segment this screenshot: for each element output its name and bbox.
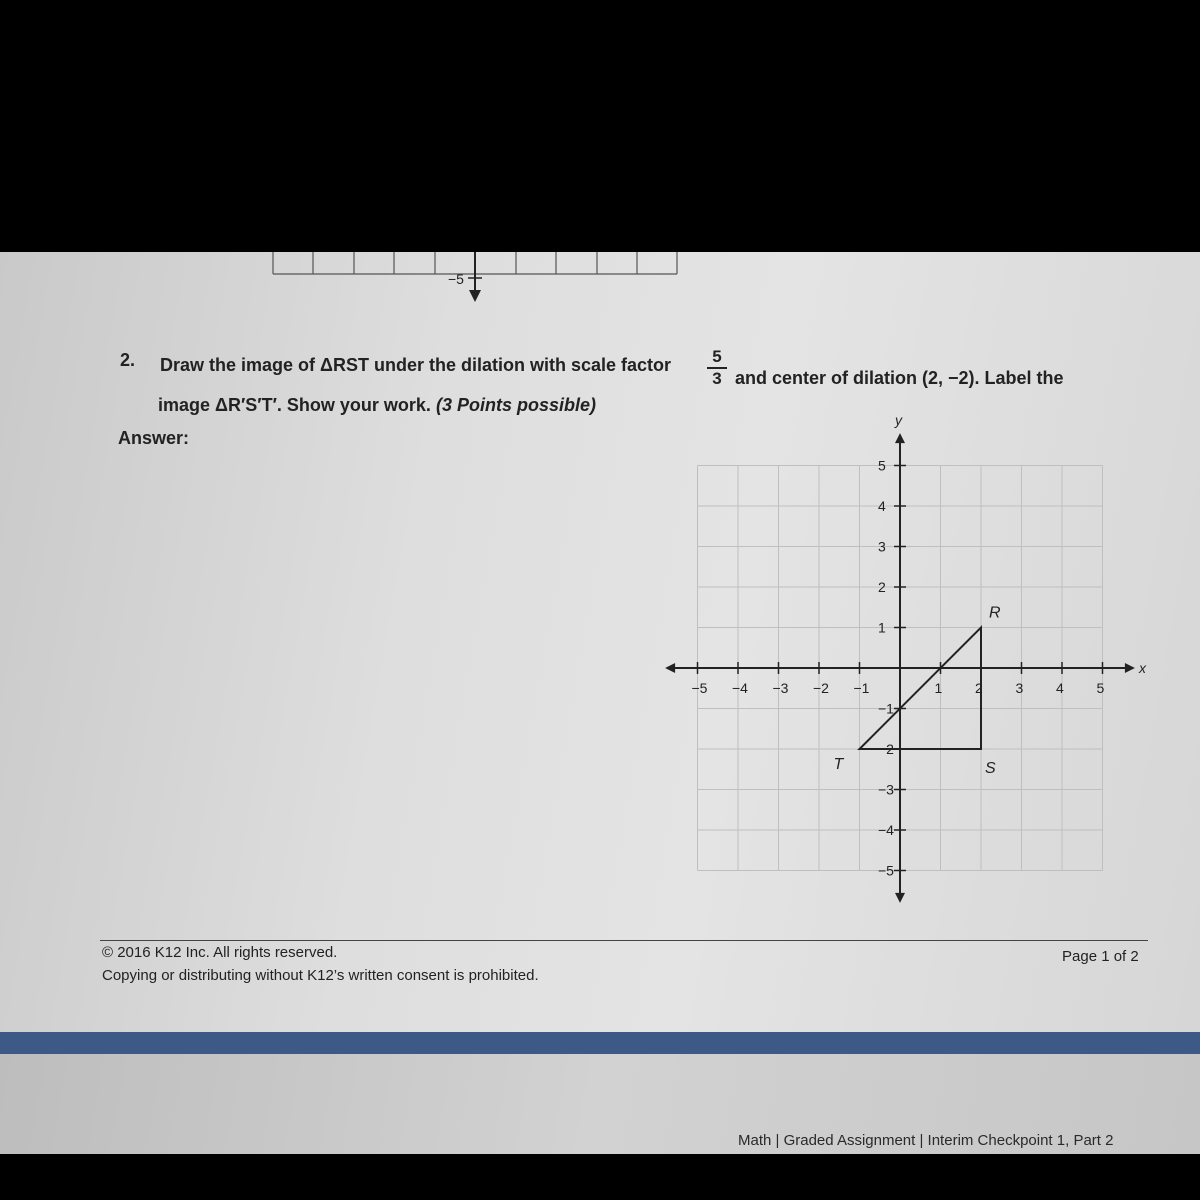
x-tick-label: 2	[975, 680, 983, 696]
points-possible: (3 Points possible)	[435, 395, 596, 415]
y-tick-label: 3	[878, 538, 886, 555]
y-tick-label: −4	[878, 822, 894, 838]
y-tick-label: −5	[878, 862, 894, 879]
x-tick-label: −1	[853, 680, 870, 696]
x-tick-label: −2	[813, 680, 829, 696]
question-text-line1: Draw the image of ΔRST under the dilation with scale factor	[160, 355, 672, 375]
fraction-denominator: 3	[712, 369, 722, 388]
answer-label: Answer:	[118, 428, 190, 448]
vertex-label-s: S	[985, 760, 996, 777]
y-axis-label: y	[895, 412, 902, 428]
copyright-text: © 2016 K12 Inc. All rights reserved.	[102, 944, 338, 961]
y-tick-label: −3	[878, 781, 894, 798]
course-title: Math | Graded Assignment | Interim Checkpoint 1, Part 2	[738, 1132, 1114, 1149]
y-tick-label: −1	[878, 700, 894, 717]
y-tick-label: 5	[878, 457, 886, 474]
x-tick-label: 4	[1056, 680, 1064, 696]
x-axis-arrow-left	[665, 663, 675, 673]
question-instruction: image ΔR′S′T′. Show your work.	[158, 395, 431, 415]
x-tick-label: −3	[772, 680, 789, 696]
y-axis-arrow-down	[895, 893, 905, 903]
y-axis-arrow-up	[895, 433, 905, 443]
y-tick-label: −2	[878, 741, 894, 757]
axes	[665, 412, 1147, 903]
y-tick-label: 2	[878, 579, 886, 595]
x-tick-label: 5	[1096, 680, 1105, 696]
y-tick-label: 4	[878, 498, 886, 514]
x-axis-label: x	[1138, 660, 1146, 676]
copy-notice-text: Copying or distributing without K12’s written consent is prohibited.	[102, 967, 539, 984]
footer-rule	[100, 940, 1148, 941]
x-tick-label: 1	[934, 680, 943, 696]
vertex-label-t: T	[833, 756, 844, 773]
question-number: 2.	[120, 350, 136, 370]
question-text-line1-cont: and center of dilation (2, −2). Label the	[735, 368, 1064, 388]
x-tick-label: −5	[691, 680, 708, 696]
x-tick-label: −4	[732, 680, 748, 696]
x-axis-arrow-right	[1125, 663, 1135, 673]
vertex-label-r: R	[989, 604, 1001, 622]
fraction-numerator: 5	[712, 347, 722, 366]
x-tick-label: 3	[1015, 680, 1024, 696]
previous-graph-tick: −5	[448, 271, 464, 287]
page-number: Page 1 of 2	[1062, 948, 1139, 965]
triangle-rst-outline	[860, 628, 982, 750]
y-tick-label: 1	[878, 619, 886, 636]
